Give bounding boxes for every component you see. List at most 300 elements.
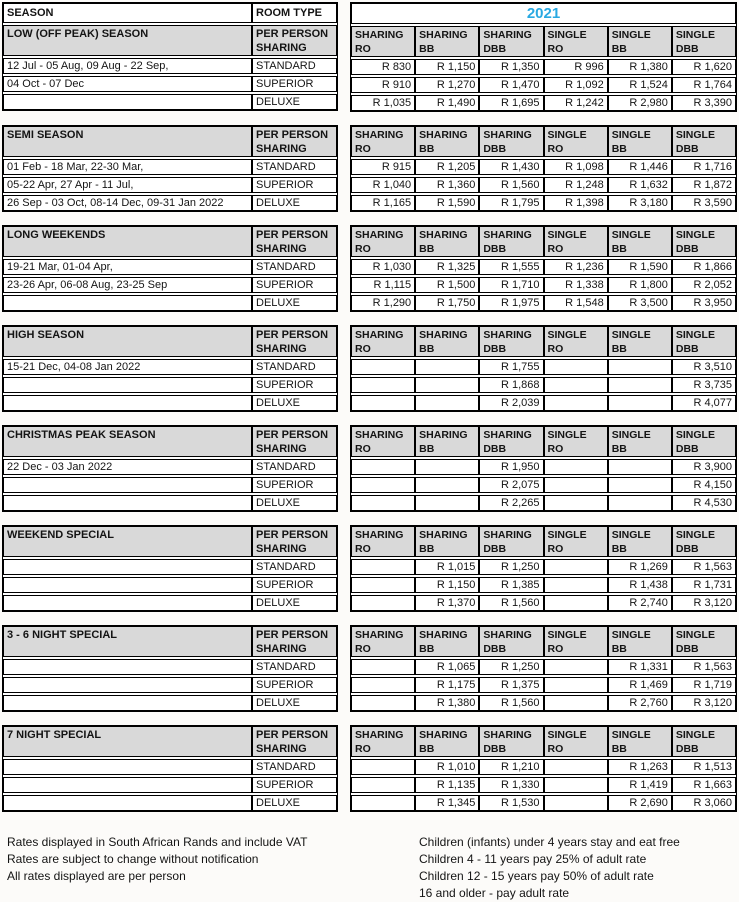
room-type-cell: STANDARD — [252, 759, 337, 775]
season-dates-cell — [3, 495, 252, 511]
season-dates-cell: 01 Feb - 18 Mar, 22-30 Mar, — [3, 159, 252, 175]
rate-value-cell: R 1,330 — [479, 777, 543, 793]
rate-value-cell — [351, 377, 415, 393]
rate-value-cell: R 1,250 — [479, 559, 543, 575]
rate-value-cell — [415, 477, 479, 493]
rates-header-row — [351, 526, 736, 557]
rate-value-cell: R 1,150 — [415, 577, 479, 593]
season-header-cell: SEASON — [3, 3, 252, 23]
rate-value-cell: R 830 — [351, 59, 415, 75]
footnote-line: 16 and older - pay adult rate — [419, 886, 570, 900]
season-dates-cell — [3, 795, 252, 811]
rate-value-cell: R 2,760 — [608, 695, 672, 711]
rate-column-header-cell: SINGLE RO — [544, 626, 608, 657]
rate-column-header-cell: SHARING BB — [415, 26, 479, 57]
season-name-row — [3, 126, 337, 157]
rate-value-cell: R 1,872 — [672, 177, 736, 193]
rate-column-header-cell: SINGLE RO — [544, 26, 608, 57]
rate-value-cell: R 1,236 — [544, 259, 608, 275]
rate-value-cell — [351, 759, 415, 775]
rate-value-cell — [351, 695, 415, 711]
table-row — [351, 177, 736, 193]
footnote-line: Children (infants) under 4 years stay and eat free — [419, 835, 680, 849]
room-type-cell: DELUXE — [252, 695, 337, 711]
season-dates-cell — [3, 395, 252, 411]
footnotes-left-column — [7, 834, 419, 902]
rate-value-cell: R 1,165 — [351, 195, 415, 211]
rate-value-cell — [415, 395, 479, 411]
rates-header-row — [351, 626, 736, 657]
rate-value-cell: R 1,500 — [415, 277, 479, 293]
rate-column-header-cell: SINGLE BB — [608, 626, 672, 657]
rate-value-cell — [608, 477, 672, 493]
room-type-cell: STANDARD — [252, 659, 337, 675]
rate-value-cell: R 1,331 — [608, 659, 672, 675]
rate-column-header-cell: SHARING DBB — [479, 126, 543, 157]
rate-column-header-cell: SHARING DBB — [479, 426, 543, 457]
rate-value-cell — [351, 477, 415, 493]
table-row — [351, 577, 736, 593]
room-type-cell: SUPERIOR — [252, 177, 337, 193]
room-type-cell: STANDARD — [252, 459, 337, 475]
table-row — [3, 159, 337, 175]
season-dates-cell: 19-21 Mar, 01-04 Apr, — [3, 259, 252, 275]
room-type-cell: DELUXE — [252, 495, 337, 511]
season-name-row — [3, 726, 337, 757]
rate-value-cell: R 1,338 — [544, 277, 608, 293]
rate-value-cell: R 1,695 — [479, 95, 543, 111]
rate-value-cell: R 1,950 — [479, 459, 543, 475]
per-person-sharing-cell: PER PERSON SHARING — [252, 726, 337, 757]
per-person-sharing-cell: PER PERSON SHARING — [252, 626, 337, 657]
rate-value-cell: R 3,590 — [672, 195, 736, 211]
season-table — [2, 725, 338, 812]
rate-value-cell: R 1,868 — [479, 377, 543, 393]
table-row — [351, 677, 736, 693]
rate-value-cell — [415, 459, 479, 475]
rate-column-header-cell: SINGLE DBB — [672, 326, 736, 357]
rate-value-cell: R 1,205 — [415, 159, 479, 175]
rate-value-cell: R 1,325 — [415, 259, 479, 275]
room-type-cell: SUPERIOR — [252, 76, 337, 92]
season-dates-cell — [3, 677, 252, 693]
table-row — [3, 577, 337, 593]
rate-column-header-cell: SINGLE BB — [608, 26, 672, 57]
rate-column-header-cell: SINGLE RO — [544, 126, 608, 157]
footnotes-right-column — [419, 834, 735, 902]
rate-value-cell: R 3,120 — [672, 695, 736, 711]
season-name-row — [3, 326, 337, 357]
table-row — [351, 377, 736, 393]
rate-value-cell: R 1,548 — [544, 295, 608, 311]
room-type-cell: DELUXE — [252, 195, 337, 211]
rate-value-cell — [608, 359, 672, 375]
rates-table — [350, 2, 737, 112]
rate-value-cell: R 4,150 — [672, 477, 736, 493]
rate-value-cell — [415, 495, 479, 511]
rate-value-cell: R 1,092 — [544, 77, 608, 93]
table-row — [3, 94, 337, 110]
rate-value-cell — [351, 559, 415, 575]
rate-column-header-cell: SHARING BB — [415, 326, 479, 357]
rate-value-cell: R 1,560 — [479, 177, 543, 193]
rate-column-header-cell: SINGLE DBB — [672, 226, 736, 257]
table-row — [351, 777, 736, 793]
rate-value-cell — [415, 377, 479, 393]
season-dates-cell — [3, 559, 252, 575]
room-type-cell: SUPERIOR — [252, 677, 337, 693]
rate-value-cell: R 1,975 — [479, 295, 543, 311]
year-row — [351, 3, 736, 24]
table-row — [3, 677, 337, 693]
season-name-cell: 7 NIGHT SPECIAL — [3, 726, 252, 757]
rate-value-cell: R 1,764 — [672, 77, 736, 93]
season-dates-cell — [3, 477, 252, 493]
room-type-cell: DELUXE — [252, 395, 337, 411]
rate-value-cell: R 1,175 — [415, 677, 479, 693]
rate-column-header-cell: SINGLE RO — [544, 426, 608, 457]
rate-value-cell: R 3,180 — [608, 195, 672, 211]
rate-column-header-cell: SHARING BB — [415, 426, 479, 457]
rates-header-row — [351, 726, 736, 757]
rate-column-header-cell: SINGLE BB — [608, 426, 672, 457]
table-row — [351, 59, 736, 75]
rate-value-cell: R 1,419 — [608, 777, 672, 793]
table-row — [351, 695, 736, 711]
per-person-sharing-cell: PER PERSON SHARING — [252, 25, 337, 56]
rate-column-header-cell: SHARING RO — [351, 226, 415, 257]
rate-value-cell — [351, 595, 415, 611]
rate-value-cell: R 1,560 — [479, 595, 543, 611]
season-table — [2, 2, 338, 111]
room-type-cell: SUPERIOR — [252, 777, 337, 793]
rate-column-header-cell: SHARING RO — [351, 626, 415, 657]
rate-value-cell: R 1,010 — [415, 759, 479, 775]
rate-column-header-cell: SHARING BB — [415, 226, 479, 257]
rate-value-cell: R 1,398 — [544, 195, 608, 211]
rate-value-cell: R 1,446 — [608, 159, 672, 175]
footnotes — [2, 825, 737, 902]
table-row — [3, 359, 337, 375]
season-name-cell: CHRISTMAS PEAK SEASON — [3, 426, 252, 457]
room-type-cell: STANDARD — [252, 259, 337, 275]
season-dates-cell — [3, 377, 252, 393]
rate-column-header-cell: SHARING BB — [415, 626, 479, 657]
rate-value-cell: R 1,632 — [608, 177, 672, 193]
rates-header-row — [351, 426, 736, 457]
table-row — [3, 177, 337, 193]
rate-value-cell: R 3,120 — [672, 595, 736, 611]
rate-value-cell: R 1,350 — [479, 59, 543, 75]
table-row — [3, 759, 337, 775]
rate-column-header-cell: SHARING RO — [351, 426, 415, 457]
season-dates-cell — [3, 94, 252, 110]
rate-value-cell: R 1,065 — [415, 659, 479, 675]
rates-header-row — [351, 126, 736, 157]
season-dates-cell: 12 Jul - 05 Aug, 09 Aug - 22 Sep, — [3, 58, 252, 74]
rate-value-cell — [351, 395, 415, 411]
season-name-cell: LONG WEEKENDS — [3, 226, 252, 257]
rate-value-cell: R 1,270 — [415, 77, 479, 93]
season-dates-cell: 26 Sep - 03 Oct, 08-14 Dec, 09-31 Jan 2022 — [3, 195, 252, 211]
rate-value-cell: R 1,716 — [672, 159, 736, 175]
rate-value-cell — [544, 595, 608, 611]
season-dates-cell: 15-21 Dec, 04-08 Jan 2022 — [3, 359, 252, 375]
rate-column-header-cell: SHARING DBB — [479, 26, 543, 57]
rate-value-cell: R 1,513 — [672, 759, 736, 775]
rate-value-cell: R 1,035 — [351, 95, 415, 111]
rate-value-cell: R 3,735 — [672, 377, 736, 393]
rate-value-cell: R 1,098 — [544, 159, 608, 175]
room-type-cell: DELUXE — [252, 595, 337, 611]
room-type-cell: STANDARD — [252, 58, 337, 74]
rate-value-cell: R 1,795 — [479, 195, 543, 211]
season-block — [2, 725, 737, 812]
table-row — [3, 595, 337, 611]
room-type-cell: SUPERIOR — [252, 577, 337, 593]
rate-column-header-cell: SHARING RO — [351, 126, 415, 157]
rates-header-row — [351, 326, 736, 357]
rate-value-cell — [351, 359, 415, 375]
table-row — [351, 259, 736, 275]
rate-value-cell: R 1,360 — [415, 177, 479, 193]
rate-value-cell: R 996 — [544, 59, 608, 75]
rate-value-cell: R 4,077 — [672, 395, 736, 411]
rate-value-cell: R 3,510 — [672, 359, 736, 375]
rate-column-header-cell: SINGLE BB — [608, 226, 672, 257]
rate-value-cell — [608, 459, 672, 475]
rate-value-cell: R 1,263 — [608, 759, 672, 775]
table-row — [351, 295, 736, 311]
rate-value-cell: R 1,563 — [672, 559, 736, 575]
rate-column-header-cell: SHARING DBB — [479, 326, 543, 357]
table-header-row — [3, 3, 337, 23]
rate-value-cell: R 1,663 — [672, 777, 736, 793]
room-type-cell: DELUXE — [252, 295, 337, 311]
rate-column-header-cell: SINGLE DBB — [672, 26, 736, 57]
rate-value-cell: R 1,380 — [415, 695, 479, 711]
rate-value-cell: R 1,719 — [672, 677, 736, 693]
season-blocks — [2, 2, 737, 812]
season-table — [2, 225, 338, 312]
season-block — [2, 325, 737, 412]
table-row — [3, 777, 337, 793]
rate-value-cell: R 1,590 — [608, 259, 672, 275]
rate-column-header-cell: SINGLE BB — [608, 126, 672, 157]
rate-value-cell: R 1,385 — [479, 577, 543, 593]
rate-column-header-cell: SINGLE RO — [544, 326, 608, 357]
rate-value-cell: R 1,430 — [479, 159, 543, 175]
rates-table — [350, 125, 737, 212]
rate-value-cell: R 1,469 — [608, 677, 672, 693]
table-row — [351, 477, 736, 493]
rates-table — [350, 625, 737, 712]
rate-value-cell — [544, 795, 608, 811]
season-dates-cell — [3, 659, 252, 675]
season-name-cell: WEEKEND SPECIAL — [3, 526, 252, 557]
rate-column-header-cell: SINGLE BB — [608, 526, 672, 557]
table-row — [3, 395, 337, 411]
rate-column-header-cell: SINGLE DBB — [672, 626, 736, 657]
rate-value-cell — [608, 495, 672, 511]
season-table — [2, 125, 338, 212]
rate-value-cell: R 1,290 — [351, 295, 415, 311]
rate-value-cell — [351, 677, 415, 693]
rate-value-cell — [544, 695, 608, 711]
rate-value-cell — [544, 759, 608, 775]
season-name-cell: LOW (OFF PEAK) SEASON — [3, 25, 252, 56]
rate-value-cell: R 1,750 — [415, 295, 479, 311]
rate-value-cell: R 3,060 — [672, 795, 736, 811]
rate-value-cell: R 1,135 — [415, 777, 479, 793]
season-name-row — [3, 626, 337, 657]
season-dates-cell: 05-22 Apr, 27 Apr - 11 Jul, — [3, 177, 252, 193]
table-row — [351, 195, 736, 211]
rate-value-cell — [351, 577, 415, 593]
table-row — [351, 95, 736, 111]
rate-value-cell: R 3,900 — [672, 459, 736, 475]
per-person-sharing-cell: PER PERSON SHARING — [252, 526, 337, 557]
season-table — [2, 525, 338, 612]
room-type-cell: SUPERIOR — [252, 277, 337, 293]
season-name-row — [3, 526, 337, 557]
rate-value-cell — [544, 459, 608, 475]
per-person-sharing-cell: PER PERSON SHARING — [252, 126, 337, 157]
rate-value-cell: R 2,052 — [672, 277, 736, 293]
rate-value-cell: R 1,250 — [479, 659, 543, 675]
rate-value-cell: R 1,866 — [672, 259, 736, 275]
room-type-cell: SUPERIOR — [252, 377, 337, 393]
per-person-sharing-cell: PER PERSON SHARING — [252, 226, 337, 257]
rate-value-cell: R 1,370 — [415, 595, 479, 611]
table-row — [351, 459, 736, 475]
rate-value-cell: R 1,115 — [351, 277, 415, 293]
rate-value-cell: R 2,980 — [608, 95, 672, 111]
season-block — [2, 425, 737, 512]
rate-value-cell: R 1,242 — [544, 95, 608, 111]
rate-column-header-cell: SINGLE RO — [544, 726, 608, 757]
season-dates-cell: 04 Oct - 07 Dec — [3, 76, 252, 92]
footnote-line: Rates displayed in South African Rands and include VAT — [7, 835, 308, 849]
rate-value-cell: R 1,040 — [351, 177, 415, 193]
rate-value-cell: R 2,075 — [479, 477, 543, 493]
rate-value-cell: R 1,563 — [672, 659, 736, 675]
rate-column-header-cell: SHARING DBB — [479, 226, 543, 257]
table-row — [3, 295, 337, 311]
rate-value-cell: R 1,555 — [479, 259, 543, 275]
table-row — [3, 477, 337, 493]
rate-value-cell — [351, 795, 415, 811]
table-row — [3, 695, 337, 711]
rate-value-cell: R 915 — [351, 159, 415, 175]
rates-table — [350, 725, 737, 812]
rate-value-cell: R 2,265 — [479, 495, 543, 511]
table-row — [351, 759, 736, 775]
rate-value-cell — [608, 395, 672, 411]
season-dates-cell — [3, 295, 252, 311]
rate-value-cell — [544, 677, 608, 693]
rate-value-cell: R 1,470 — [479, 77, 543, 93]
rate-value-cell: R 2,690 — [608, 795, 672, 811]
rate-value-cell: R 1,150 — [415, 59, 479, 75]
table-row — [3, 495, 337, 511]
rates-table — [350, 325, 737, 412]
rate-value-cell — [608, 377, 672, 393]
season-dates-cell — [3, 577, 252, 593]
table-row — [3, 277, 337, 293]
rate-column-header-cell: SHARING BB — [415, 726, 479, 757]
table-row — [351, 495, 736, 511]
season-table — [2, 325, 338, 412]
table-row — [3, 377, 337, 393]
rate-value-cell — [351, 777, 415, 793]
room-type-cell: DELUXE — [252, 94, 337, 110]
season-name-cell: 3 - 6 NIGHT SPECIAL — [3, 626, 252, 657]
rate-value-cell: R 4,530 — [672, 495, 736, 511]
rates-table — [350, 425, 737, 512]
rate-value-cell — [544, 377, 608, 393]
rate-value-cell: R 1,490 — [415, 95, 479, 111]
rate-column-header-cell: SHARING BB — [415, 526, 479, 557]
season-name-row — [3, 426, 337, 457]
season-name-cell: HIGH SEASON — [3, 326, 252, 357]
rates-header-row — [351, 226, 736, 257]
rate-value-cell — [544, 359, 608, 375]
season-block — [2, 2, 737, 112]
season-block — [2, 625, 737, 712]
footnote-line: All rates displayed are per person — [7, 869, 186, 883]
table-row — [351, 595, 736, 611]
rate-value-cell: R 1,560 — [479, 695, 543, 711]
season-dates-cell — [3, 777, 252, 793]
rate-value-cell: R 1,210 — [479, 759, 543, 775]
table-row — [3, 76, 337, 92]
rate-value-cell — [351, 659, 415, 675]
room-type-cell: STANDARD — [252, 559, 337, 575]
rate-column-header-cell: SHARING DBB — [479, 526, 543, 557]
rate-value-cell: R 1,620 — [672, 59, 736, 75]
rate-value-cell: R 1,731 — [672, 577, 736, 593]
season-table — [2, 425, 338, 512]
rate-value-cell: R 1,015 — [415, 559, 479, 575]
rate-value-cell — [351, 495, 415, 511]
table-row — [351, 659, 736, 675]
room-type-header-cell: ROOM TYPE — [252, 3, 337, 23]
table-row — [351, 77, 736, 93]
year-header: 2021 — [351, 3, 736, 24]
rate-value-cell: R 1,590 — [415, 195, 479, 211]
table-row — [351, 559, 736, 575]
rate-column-header-cell: SINGLE RO — [544, 226, 608, 257]
rates-header-row — [351, 26, 736, 57]
table-row — [351, 795, 736, 811]
season-block — [2, 525, 737, 612]
season-dates-cell — [3, 695, 252, 711]
table-row — [3, 259, 337, 275]
rate-value-cell — [544, 659, 608, 675]
rate-value-cell: R 1,345 — [415, 795, 479, 811]
rate-value-cell: R 1,030 — [351, 259, 415, 275]
rate-value-cell — [415, 359, 479, 375]
rate-column-header-cell: SINGLE DBB — [672, 726, 736, 757]
table-row — [3, 58, 337, 74]
season-name-cell: SEMI SEASON — [3, 126, 252, 157]
rate-value-cell: R 3,500 — [608, 295, 672, 311]
rate-value-cell: R 2,039 — [479, 395, 543, 411]
rate-column-header-cell: SHARING RO — [351, 26, 415, 57]
rate-value-cell: R 910 — [351, 77, 415, 93]
rate-value-cell: R 3,950 — [672, 295, 736, 311]
